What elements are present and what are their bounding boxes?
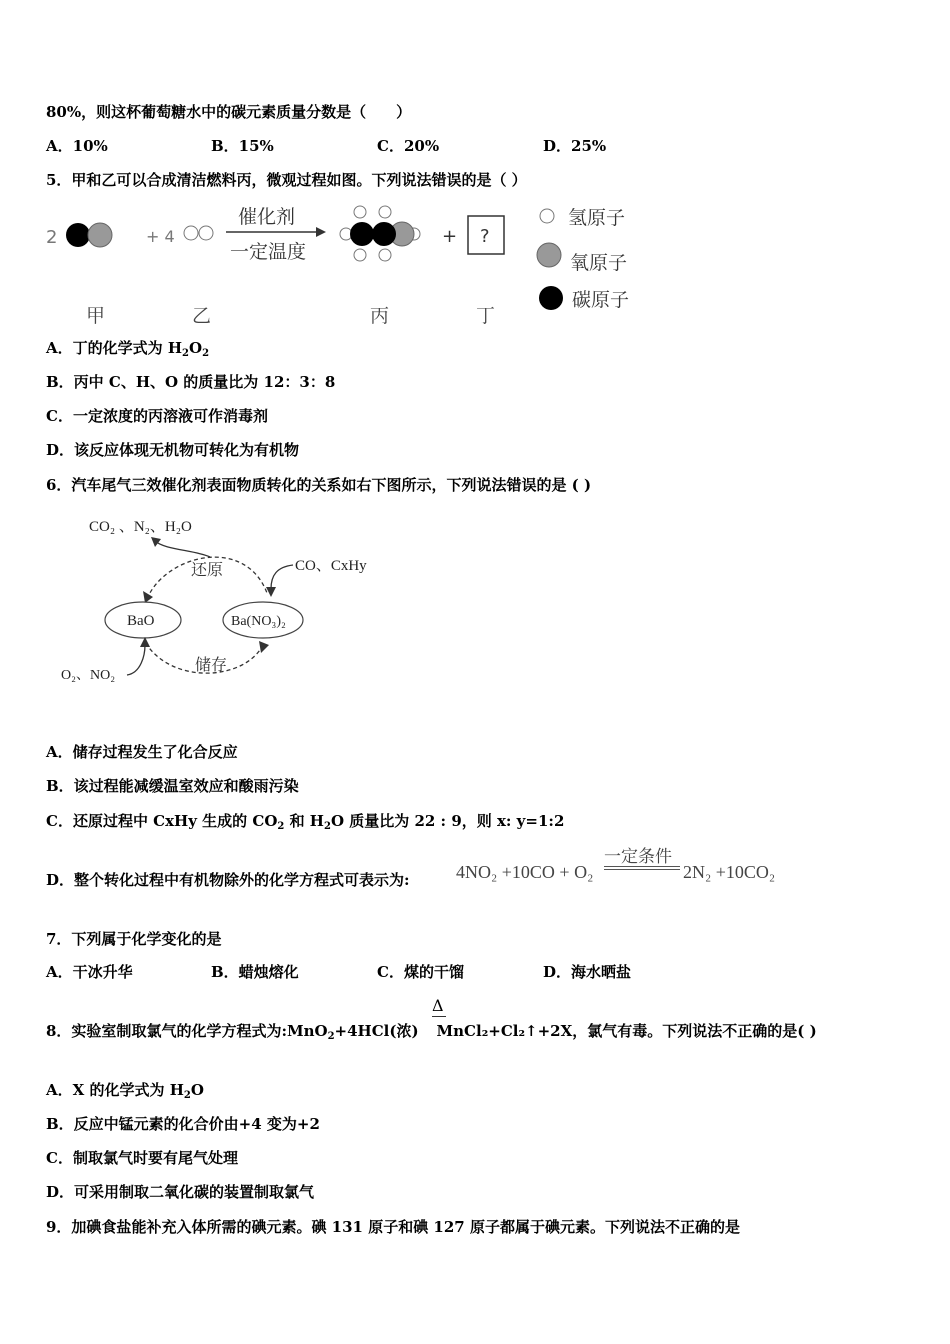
q8-option-c: C．制取氯气时要有尾气处理 (46, 1149, 238, 1167)
temperature-label: 一定温度 (230, 241, 307, 263)
coef-yi: + 4 (146, 227, 175, 246)
legend-hydrogen: 氢原子 (568, 207, 626, 229)
legend-carbon: 碳原子 (572, 289, 630, 311)
label-ding: 丁 (476, 305, 496, 327)
label-bing: 丙 (370, 305, 390, 327)
store-label: 储存 (195, 655, 228, 674)
q7-option-c: C．煤的干馏 (377, 963, 464, 981)
legend-oxygen: 氧原子 (570, 252, 628, 274)
q5-option-d: D．该反应体现无机物可转化为有机物 (46, 441, 300, 459)
o2-no2-label: O₂、NO₂ (61, 668, 116, 683)
q7-option-b: B．蜡烛熔化 (211, 963, 299, 981)
carbon-atom-icon (539, 286, 563, 310)
label-yi: 乙 (192, 305, 212, 327)
carbon-atom-icon (350, 222, 374, 246)
q8-stem: 8．实验室制取氯气的化学方程式为:MnO$_2$+4HCl(浓) MnCl₂+Cl₂↑+2X，氯气有毒。下列说法不正确的是( ) (46, 1022, 817, 1042)
coef-jia: 2 (46, 227, 58, 248)
q6-option-a: A．储存过程发生了化合反应 (46, 743, 238, 761)
q8-heat-symbol: Δ (432, 996, 444, 1015)
hydrogen-atom-icon (184, 226, 198, 240)
equation-condition: 一定条件 (604, 847, 672, 866)
q6-stem: 6．汽车尾气三效催化剂表面物质转化的关系如右下图所示，下列说法错误的是 ( ) (46, 476, 592, 494)
q7-option-a: A．干冰升华 (46, 963, 133, 981)
svg-text:+: + (442, 226, 458, 247)
arrow-icon (266, 587, 276, 597)
q8-option-b: B．反应中锰元素的化合价由+4 变为+2 (46, 1115, 320, 1133)
q8-option-a: A．X 的化学式为 $H_2O$ (46, 1081, 204, 1101)
q9-stem: 9．加碘食盐能补充入体所需的碘元素。碘 131 原子和碘 127 原子都属于碘元素。下列说法不正确的是 (46, 1218, 740, 1236)
equation-right: 2N₂ +10CO₂ (683, 862, 776, 882)
q5-option-c: C．一定浓度的丙溶液可作消毒剂 (46, 407, 268, 425)
oxygen-atom-icon (537, 243, 561, 267)
carbon-atom-icon (372, 222, 396, 246)
q6-option-b: B．该过程能减缓温室效应和酸雨污染 (46, 777, 299, 795)
q5-reaction-figure (40, 198, 660, 333)
q6-option-c: C．还原过程中 CxHy 生成的 $CO_2$ 和 $H_2O$ 质量比为 22 : 9，则 x: y=1:2 (46, 812, 565, 832)
q4-option-c: C．20% (377, 137, 440, 155)
equation-left: 4NO₂ +10CO + O₂ (456, 862, 594, 882)
q4-stem: 80%，则这杯葡萄糖水中的碳元素质量分数是（ ） (46, 103, 412, 121)
q6-catalyst-diagram (55, 505, 395, 690)
q8-option-d: D．可采用制取二氧化碳的装置制取氯气 (46, 1183, 315, 1201)
oxygen-atom-icon (88, 223, 112, 247)
equation-double-line (604, 866, 680, 870)
q4-option-a: A．10% (46, 137, 108, 155)
products-label: CO₂ 、N₂、H₂O (89, 519, 192, 535)
hydrogen-atom-icon (199, 226, 213, 240)
q7-option-d: D．海水晒盐 (543, 963, 632, 981)
label-jia: 甲 (86, 305, 106, 327)
q5-stem: 5．甲和乙可以合成清洁燃料丙，微观过程如图。下列说法错误的是（ ） (46, 171, 527, 189)
q6-option-d: D．整个转化过程中有机物除外的化学方程式可表示为: (46, 871, 410, 889)
svg-text:Ba(NO₃)₂: Ba(NO₃)₂ (231, 614, 286, 629)
arrow-icon (259, 641, 269, 653)
q4-option-d: D．25% (543, 137, 607, 155)
svg-text:BaO: BaO (127, 613, 155, 629)
arrow-icon (143, 591, 153, 603)
carbon-atom-icon (66, 223, 90, 247)
q4-option-b: B．15% (211, 137, 274, 155)
arrow-icon (316, 227, 326, 237)
hydrogen-atom-icon (540, 209, 554, 223)
catalyst-label: 催化剂 (238, 206, 296, 228)
svg-text:?: ? (480, 226, 490, 247)
q5-option-a: A．丁的化学式为 $H_2O_2$ (46, 339, 210, 359)
reduce-label: 还原 (191, 560, 224, 579)
q5-option-b: B．丙中 C、H、O 的质量比为 12：3：8 (46, 373, 336, 391)
q7-stem: 7．下列属于化学变化的是 (46, 930, 222, 948)
arrow-icon (151, 537, 161, 547)
reactants-label: CO、CxHy (295, 558, 367, 574)
